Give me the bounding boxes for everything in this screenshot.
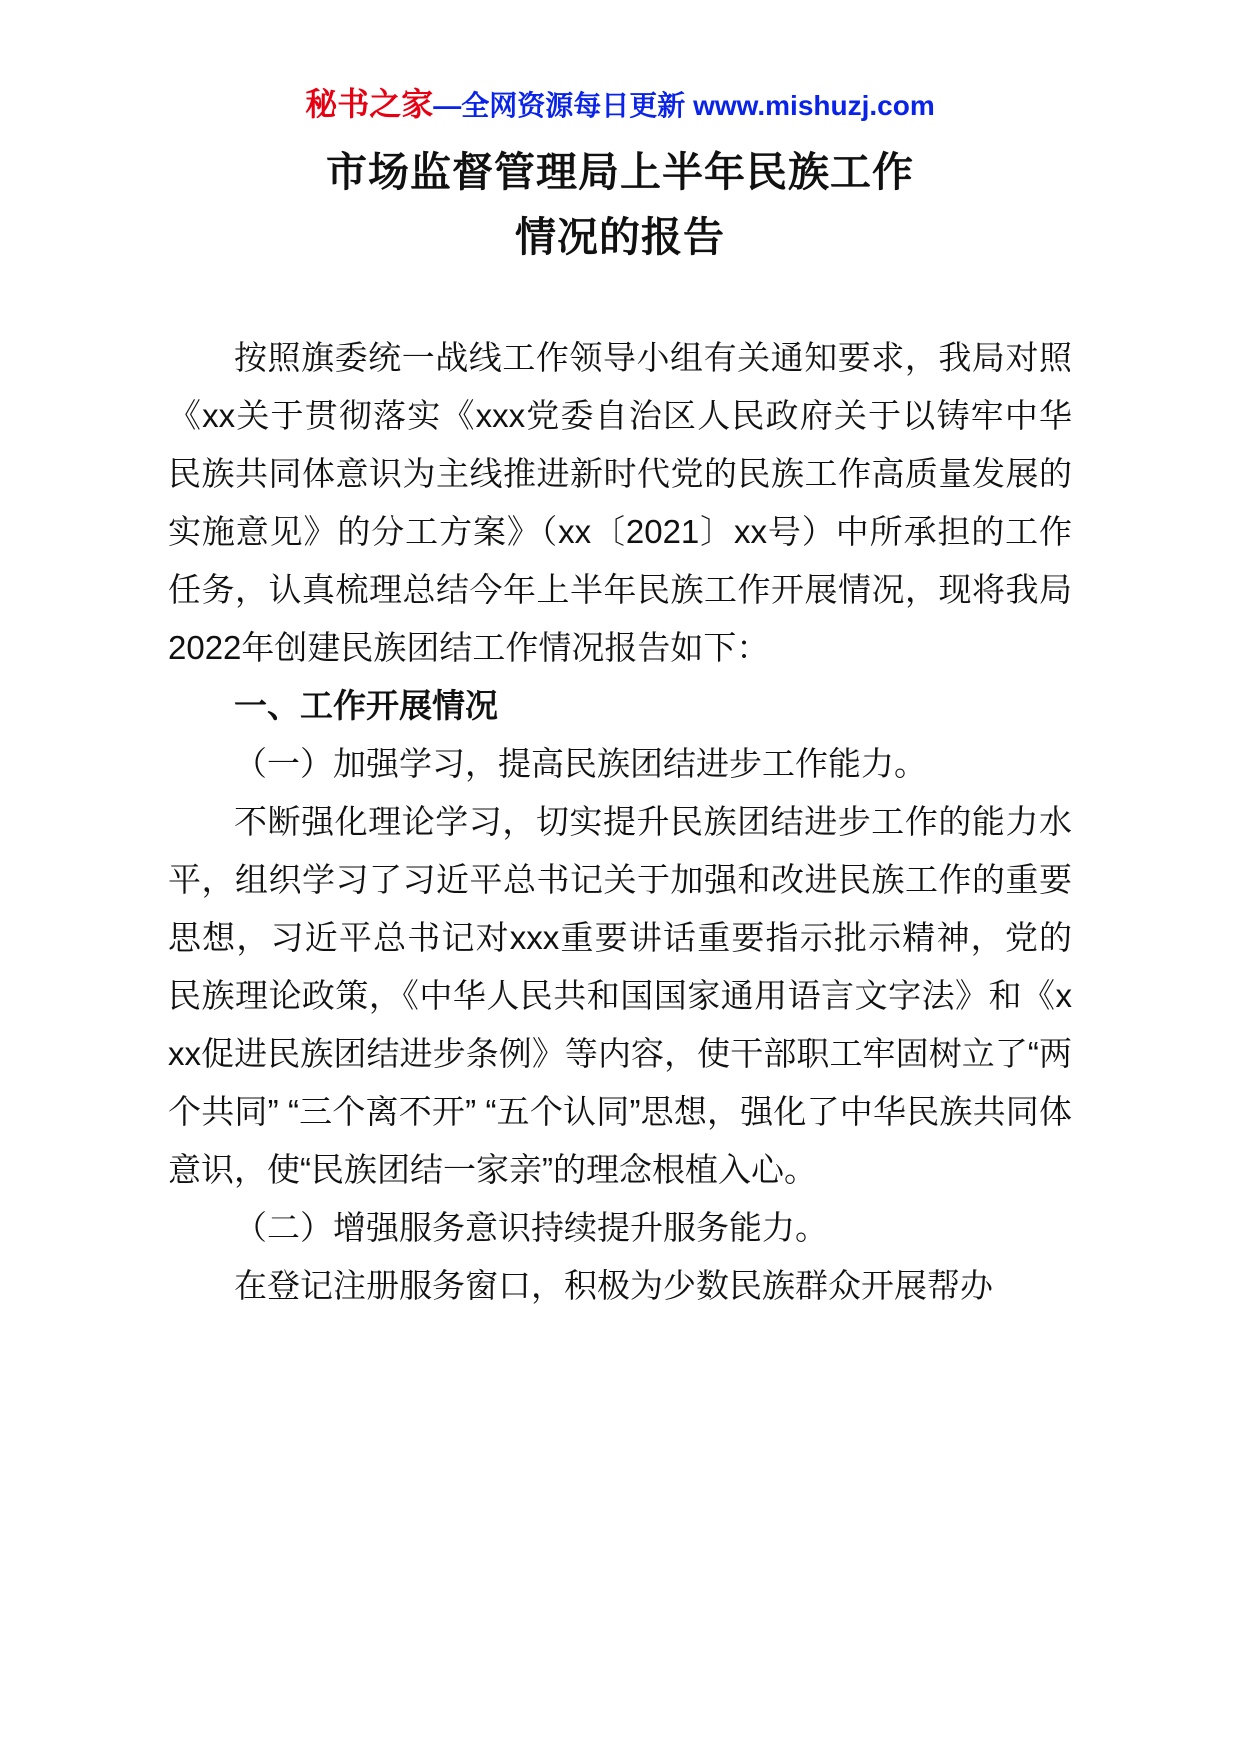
paragraph-learning: 不断强化理论学习，切实提升民族团结进步工作的能力水平，组织学习了习近平总书记关于加强和改进民族工作的重要思想，习近平总书记对xxx重要讲话重要指示批示精神，党的民族理论政策，《中华人民共和国国家通用语言文字法》和《xxx促进民族团结进步条例》等内容，使干部职工牢固树立了“两个共同” “三个离不开” “五个认同”思想，强化了中华民族共同体意识，使“民族团结一家亲”的理念根植入心。 [168,802,1072,1188]
subsection-heading-1-2: （二）增强服务意识持续提升服务能力。 [234,1208,828,1246]
site-header [168,84,1072,126]
section-heading-1: 一、工作开展情况 [234,686,498,724]
subsection-heading-1-1: （一）加强学习，提高民族团结进步工作能力。 [234,744,927,782]
site-tagline: —全网资源每日更新 [433,90,694,121]
paragraph-intro: 按照旗委统一战线工作领导小组有关通知要求，我局对照《xx关于贯彻落实《xxx党委自治区人民政府关于以铸牢中华民族共同体意识为主线推进新时代党的民族工作高质量发展的实施意见》的分工方案》（xx〔2021〕xx号）中所承担的工作任务，认真梳理总结今年上半年民族工作开展情况，现将我局2022年创建民族团结工作情况报告如下： [168,338,1072,666]
document-title-line1: 市场监督管理局上半年民族工作 [326,148,914,195]
site-brand: 秘书之家 [305,86,434,122]
paragraph-service: 在登记注册服务窗口，积极为少数民族群众开展帮办 [234,1266,993,1304]
document-title [168,140,1072,271]
site-url-link[interactable]: www.mishuzj.com [693,90,935,121]
document-title-line2: 情况的报告 [515,214,725,261]
